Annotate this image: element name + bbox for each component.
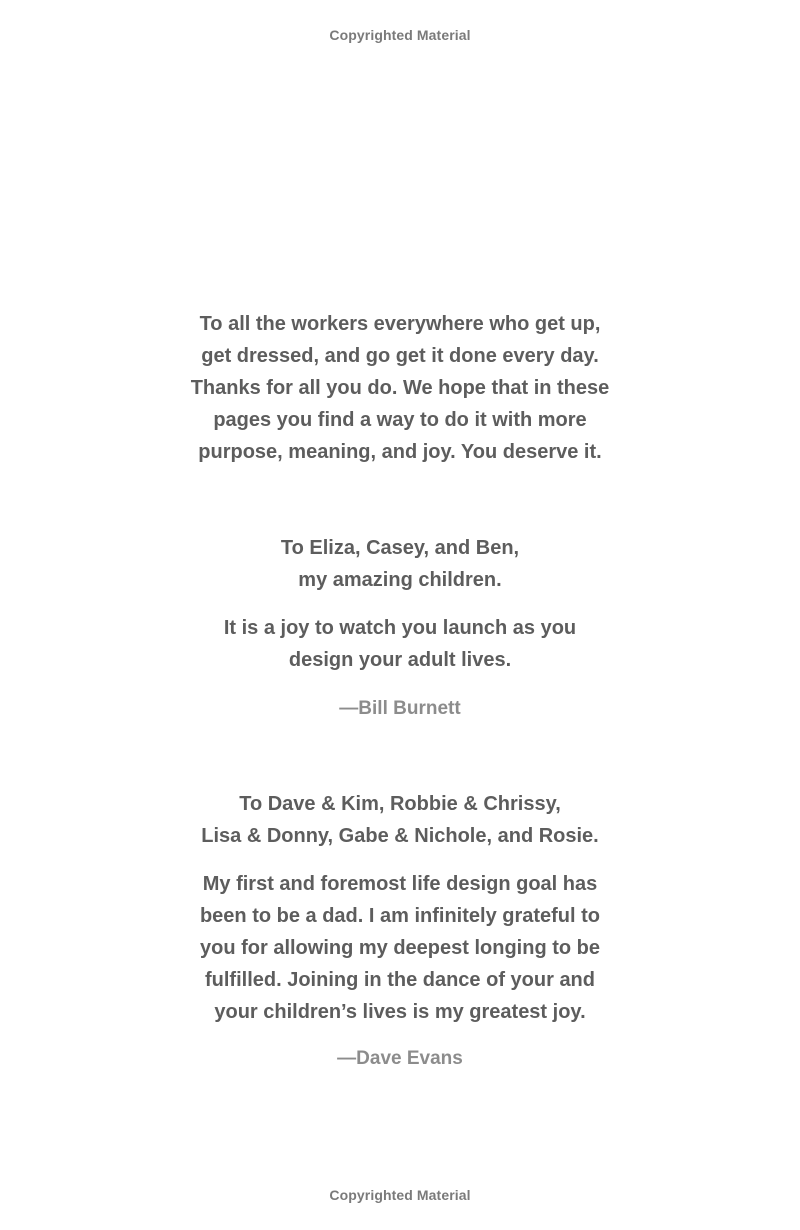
dedication-line: my amazing children.: [298, 569, 502, 591]
dedication-line: design your adult lives.: [288, 649, 512, 671]
dedication-line: It is a joy to watch you launch as you: [223, 617, 577, 639]
signature-bill-burnett: —Bill Burnett: [339, 698, 461, 719]
dedication-line: To all the workers everywhere who get up,: [199, 313, 601, 335]
dedication-dave-message: [0, 868, 800, 1028]
dedication-line: get dressed, and go get it done every day.: [201, 345, 599, 367]
dedication-line: been to be a dad. I am infinitely grateful to: [199, 905, 601, 927]
dedication-line: you for allowing my deepest longing to be: [199, 937, 601, 959]
dedication-line: My first and foremost life design goal has: [202, 873, 598, 895]
dedication-line: To Dave & Kim, Robbie & Chrissy,: [239, 793, 561, 815]
dedication-dave-recipients: [0, 788, 800, 852]
dedication-line: Thanks for all you do. We hope that in these: [190, 377, 610, 399]
dedication-line: purpose, meaning, and joy. You deserve it.: [198, 441, 602, 463]
dedication-line: To Eliza, Casey, and Ben,: [280, 537, 520, 559]
copyright-watermark-top: Copyrighted Material: [329, 27, 471, 43]
dedication-line: fulfilled. Joining in the dance of your and: [204, 969, 595, 991]
dedication-line: Lisa & Donny, Gabe & Nichole, and Rosie.: [201, 825, 599, 847]
dedication-bill-recipients: [0, 532, 800, 596]
dedication-workers: [0, 308, 800, 468]
copyright-watermark-bottom: Copyrighted Material: [329, 1187, 471, 1203]
dedication-line: pages you find a way to do it with more: [213, 409, 587, 431]
dedication-line: your children’s lives is my greatest joy.: [214, 1001, 586, 1023]
dedication-bill-message: [0, 612, 800, 676]
signature-dave-evans: —Dave Evans: [337, 1048, 463, 1069]
